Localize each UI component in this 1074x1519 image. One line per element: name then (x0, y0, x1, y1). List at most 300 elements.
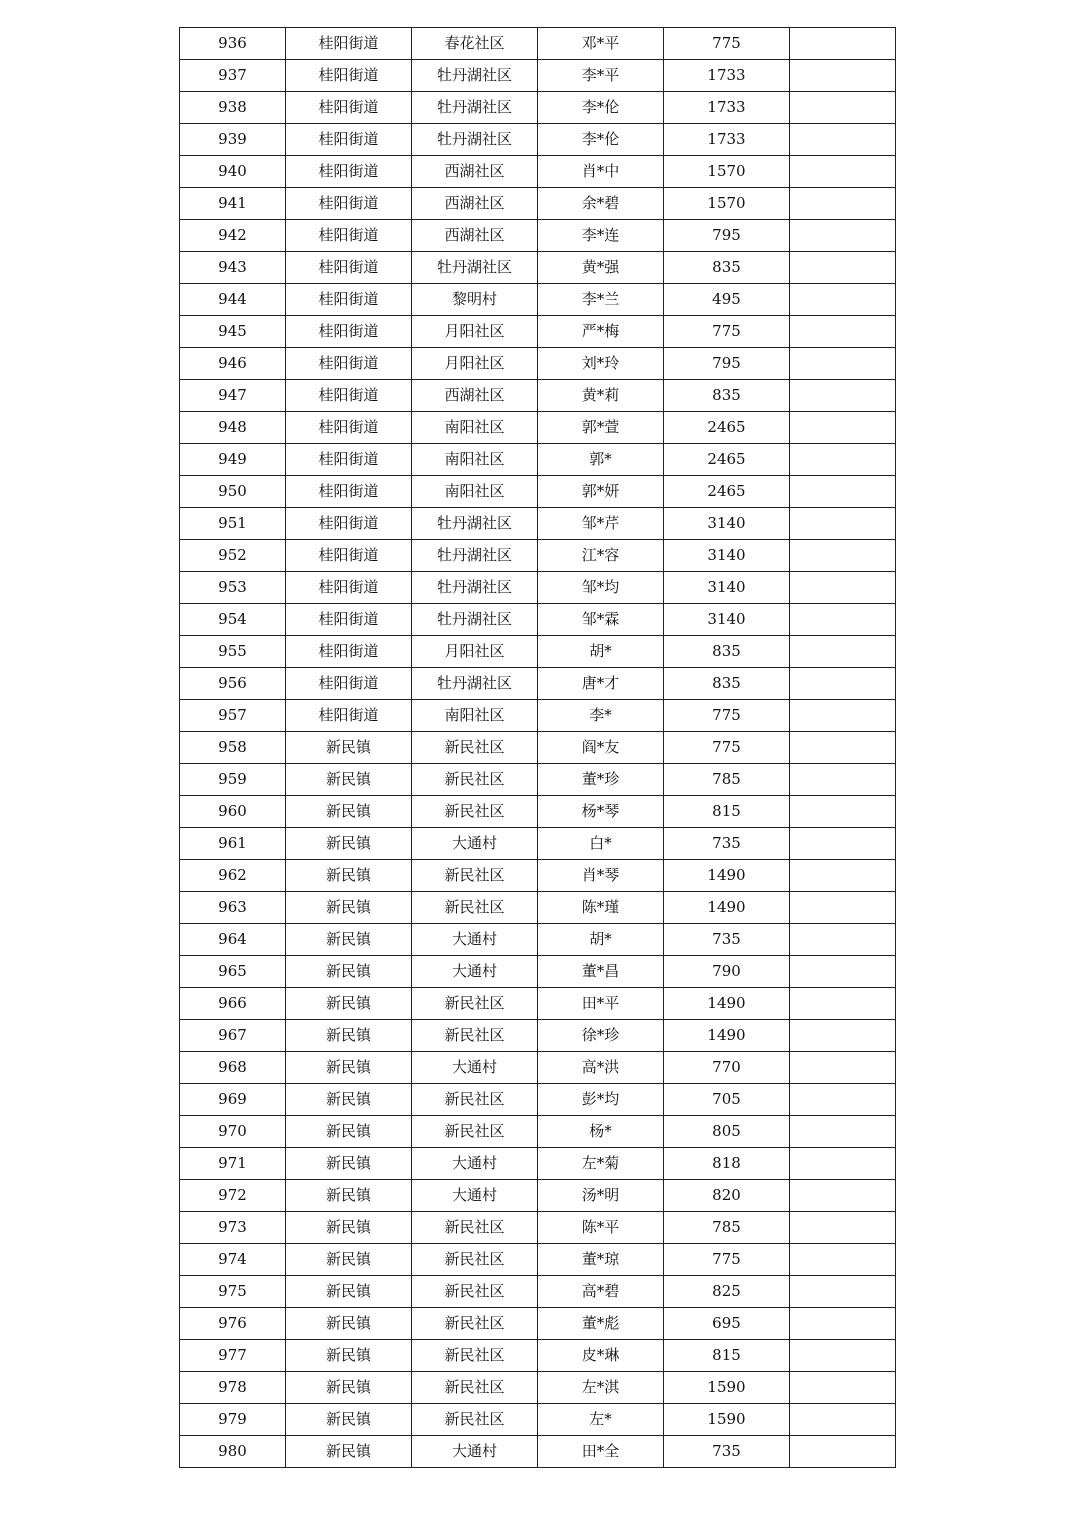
town-cell: 桂阳街道 (286, 572, 412, 604)
note-cell (790, 252, 896, 284)
community-cell: 月阳社区 (412, 316, 538, 348)
name-cell: 李*伦 (538, 124, 664, 156)
table-row (180, 988, 896, 1020)
town-cell: 桂阳街道 (286, 380, 412, 412)
community-cell: 新民社区 (412, 796, 538, 828)
table-row (180, 732, 896, 764)
amount-cell: 775 (664, 28, 790, 60)
row-number-cell: 978 (180, 1372, 286, 1404)
row-number-cell: 953 (180, 572, 286, 604)
row-number-cell: 959 (180, 764, 286, 796)
amount-cell: 835 (664, 252, 790, 284)
row-number-cell: 937 (180, 60, 286, 92)
community-cell: 大通村 (412, 828, 538, 860)
community-cell: 黎明村 (412, 284, 538, 316)
name-cell: 肖*琴 (538, 860, 664, 892)
table-row (180, 92, 896, 124)
table-row (180, 1436, 896, 1468)
community-cell: 新民社区 (412, 1404, 538, 1436)
town-cell: 桂阳街道 (286, 284, 412, 316)
note-cell (790, 572, 896, 604)
table-row (180, 1372, 896, 1404)
amount-cell: 775 (664, 316, 790, 348)
amount-cell: 1490 (664, 860, 790, 892)
note-cell (790, 1276, 896, 1308)
note-cell (790, 540, 896, 572)
community-cell: 牡丹湖社区 (412, 508, 538, 540)
name-cell: 刘*玲 (538, 348, 664, 380)
name-cell: 郭* (538, 444, 664, 476)
town-cell: 新民镇 (286, 1052, 412, 1084)
community-cell: 月阳社区 (412, 636, 538, 668)
note-cell (790, 988, 896, 1020)
roster-table-body (180, 28, 896, 1468)
note-cell (790, 732, 896, 764)
name-cell: 彭*均 (538, 1084, 664, 1116)
amount-cell: 735 (664, 1436, 790, 1468)
amount-cell: 835 (664, 636, 790, 668)
amount-cell: 735 (664, 828, 790, 860)
town-cell: 桂阳街道 (286, 92, 412, 124)
note-cell (790, 828, 896, 860)
community-cell: 新民社区 (412, 892, 538, 924)
amount-cell: 795 (664, 348, 790, 380)
note-cell (790, 700, 896, 732)
town-cell: 新民镇 (286, 892, 412, 924)
note-cell (790, 636, 896, 668)
row-number-cell: 977 (180, 1340, 286, 1372)
table-row (180, 476, 896, 508)
table-row (180, 348, 896, 380)
name-cell: 白* (538, 828, 664, 860)
amount-cell: 1590 (664, 1372, 790, 1404)
row-number-cell: 975 (180, 1276, 286, 1308)
table-row (180, 444, 896, 476)
community-cell: 西湖社区 (412, 188, 538, 220)
row-number-cell: 964 (180, 924, 286, 956)
town-cell: 桂阳街道 (286, 220, 412, 252)
name-cell: 胡* (538, 636, 664, 668)
name-cell: 邹*均 (538, 572, 664, 604)
name-cell: 田*平 (538, 988, 664, 1020)
note-cell (790, 796, 896, 828)
name-cell: 邓*平 (538, 28, 664, 60)
table-row (180, 1052, 896, 1084)
community-cell: 牡丹湖社区 (412, 124, 538, 156)
note-cell (790, 124, 896, 156)
town-cell: 新民镇 (286, 956, 412, 988)
row-number-cell: 961 (180, 828, 286, 860)
table-row (180, 572, 896, 604)
row-number-cell: 957 (180, 700, 286, 732)
name-cell: 陈*瑾 (538, 892, 664, 924)
community-cell: 新民社区 (412, 988, 538, 1020)
row-number-cell: 938 (180, 92, 286, 124)
town-cell: 桂阳街道 (286, 316, 412, 348)
row-number-cell: 980 (180, 1436, 286, 1468)
amount-cell: 825 (664, 1276, 790, 1308)
name-cell: 左*菊 (538, 1148, 664, 1180)
table-row (180, 1404, 896, 1436)
name-cell: 董*珍 (538, 764, 664, 796)
community-cell: 牡丹湖社区 (412, 92, 538, 124)
row-number-cell: 974 (180, 1244, 286, 1276)
row-number-cell: 968 (180, 1052, 286, 1084)
table-row (180, 956, 896, 988)
amount-cell: 775 (664, 700, 790, 732)
community-cell: 新民社区 (412, 860, 538, 892)
community-cell: 春花社区 (412, 28, 538, 60)
row-number-cell: 958 (180, 732, 286, 764)
note-cell (790, 476, 896, 508)
table-row (180, 828, 896, 860)
amount-cell: 1570 (664, 188, 790, 220)
community-cell: 南阳社区 (412, 444, 538, 476)
table-row (180, 1276, 896, 1308)
town-cell: 桂阳街道 (286, 188, 412, 220)
note-cell (790, 1148, 896, 1180)
note-cell (790, 1244, 896, 1276)
table-row (180, 1084, 896, 1116)
amount-cell: 1590 (664, 1404, 790, 1436)
community-cell: 南阳社区 (412, 476, 538, 508)
community-cell: 新民社区 (412, 1276, 538, 1308)
table-row (180, 764, 896, 796)
table-row (180, 860, 896, 892)
note-cell (790, 156, 896, 188)
note-cell (790, 1084, 896, 1116)
row-number-cell: 972 (180, 1180, 286, 1212)
town-cell: 新民镇 (286, 1372, 412, 1404)
community-cell: 南阳社区 (412, 700, 538, 732)
community-cell: 新民社区 (412, 1308, 538, 1340)
name-cell: 江*容 (538, 540, 664, 572)
table-row (180, 700, 896, 732)
town-cell: 新民镇 (286, 764, 412, 796)
row-number-cell: 954 (180, 604, 286, 636)
note-cell (790, 924, 896, 956)
note-cell (790, 668, 896, 700)
note-cell (790, 764, 896, 796)
name-cell: 皮*琳 (538, 1340, 664, 1372)
name-cell: 左*淇 (538, 1372, 664, 1404)
amount-cell: 2465 (664, 412, 790, 444)
name-cell: 唐*才 (538, 668, 664, 700)
amount-cell: 770 (664, 1052, 790, 1084)
amount-cell: 3140 (664, 508, 790, 540)
table-row (180, 284, 896, 316)
amount-cell: 1570 (664, 156, 790, 188)
community-cell: 月阳社区 (412, 348, 538, 380)
name-cell: 杨*琴 (538, 796, 664, 828)
name-cell: 陈*平 (538, 1212, 664, 1244)
note-cell (790, 1340, 896, 1372)
row-number-cell: 955 (180, 636, 286, 668)
roster-table (179, 27, 896, 1468)
note-cell (790, 28, 896, 60)
amount-cell: 790 (664, 956, 790, 988)
name-cell: 董*昌 (538, 956, 664, 988)
name-cell: 余*碧 (538, 188, 664, 220)
row-number-cell: 971 (180, 1148, 286, 1180)
community-cell: 新民社区 (412, 1212, 538, 1244)
name-cell: 李* (538, 700, 664, 732)
town-cell: 新民镇 (286, 1244, 412, 1276)
name-cell: 李*伦 (538, 92, 664, 124)
note-cell (790, 220, 896, 252)
amount-cell: 1490 (664, 1020, 790, 1052)
name-cell: 阎*友 (538, 732, 664, 764)
table-row (180, 188, 896, 220)
note-cell (790, 1116, 896, 1148)
name-cell: 郭*萱 (538, 412, 664, 444)
name-cell: 汤*明 (538, 1180, 664, 1212)
note-cell (790, 1436, 896, 1468)
row-number-cell: 963 (180, 892, 286, 924)
town-cell: 新民镇 (286, 1148, 412, 1180)
town-cell: 新民镇 (286, 1180, 412, 1212)
community-cell: 牡丹湖社区 (412, 604, 538, 636)
table-row (180, 636, 896, 668)
row-number-cell: 979 (180, 1404, 286, 1436)
note-cell (790, 1308, 896, 1340)
table-row (180, 156, 896, 188)
community-cell: 大通村 (412, 1436, 538, 1468)
note-cell (790, 604, 896, 636)
row-number-cell: 951 (180, 508, 286, 540)
note-cell (790, 92, 896, 124)
town-cell: 桂阳街道 (286, 60, 412, 92)
row-number-cell: 966 (180, 988, 286, 1020)
community-cell: 牡丹湖社区 (412, 60, 538, 92)
table-row (180, 1212, 896, 1244)
note-cell (790, 444, 896, 476)
table-row (180, 220, 896, 252)
note-cell (790, 188, 896, 220)
town-cell: 新民镇 (286, 828, 412, 860)
row-number-cell: 940 (180, 156, 286, 188)
community-cell: 新民社区 (412, 1020, 538, 1052)
note-cell (790, 284, 896, 316)
town-cell: 桂阳街道 (286, 348, 412, 380)
amount-cell: 805 (664, 1116, 790, 1148)
name-cell: 胡* (538, 924, 664, 956)
amount-cell: 1490 (664, 892, 790, 924)
community-cell: 大通村 (412, 1180, 538, 1212)
amount-cell: 785 (664, 764, 790, 796)
town-cell: 新民镇 (286, 860, 412, 892)
name-cell: 高*碧 (538, 1276, 664, 1308)
row-number-cell: 956 (180, 668, 286, 700)
note-cell (790, 348, 896, 380)
town-cell: 新民镇 (286, 1308, 412, 1340)
amount-cell: 835 (664, 668, 790, 700)
town-cell: 新民镇 (286, 1020, 412, 1052)
row-number-cell: 948 (180, 412, 286, 444)
table-row (180, 1244, 896, 1276)
row-number-cell: 973 (180, 1212, 286, 1244)
note-cell (790, 60, 896, 92)
table-row (180, 892, 896, 924)
amount-cell: 1490 (664, 988, 790, 1020)
amount-cell: 705 (664, 1084, 790, 1116)
row-number-cell: 946 (180, 348, 286, 380)
community-cell: 新民社区 (412, 1340, 538, 1372)
town-cell: 新民镇 (286, 1212, 412, 1244)
name-cell: 李*连 (538, 220, 664, 252)
row-number-cell: 936 (180, 28, 286, 60)
amount-cell: 3140 (664, 604, 790, 636)
note-cell (790, 956, 896, 988)
note-cell (790, 316, 896, 348)
note-cell (790, 412, 896, 444)
town-cell: 新民镇 (286, 1436, 412, 1468)
name-cell: 徐*珍 (538, 1020, 664, 1052)
row-number-cell: 950 (180, 476, 286, 508)
table-row (180, 604, 896, 636)
table-row (180, 380, 896, 412)
community-cell: 牡丹湖社区 (412, 540, 538, 572)
community-cell: 牡丹湖社区 (412, 252, 538, 284)
table-row (180, 60, 896, 92)
name-cell: 邹*芹 (538, 508, 664, 540)
note-cell (790, 892, 896, 924)
name-cell: 肖*中 (538, 156, 664, 188)
amount-cell: 2465 (664, 444, 790, 476)
amount-cell: 815 (664, 796, 790, 828)
row-number-cell: 941 (180, 188, 286, 220)
name-cell: 杨* (538, 1116, 664, 1148)
table-row (180, 1308, 896, 1340)
row-number-cell: 969 (180, 1084, 286, 1116)
row-number-cell: 970 (180, 1116, 286, 1148)
town-cell: 新民镇 (286, 924, 412, 956)
community-cell: 大通村 (412, 1052, 538, 1084)
row-number-cell: 943 (180, 252, 286, 284)
community-cell: 西湖社区 (412, 380, 538, 412)
table-row (180, 1180, 896, 1212)
note-cell (790, 508, 896, 540)
community-cell: 新民社区 (412, 1116, 538, 1148)
community-cell: 新民社区 (412, 1084, 538, 1116)
town-cell: 桂阳街道 (286, 124, 412, 156)
row-number-cell: 949 (180, 444, 286, 476)
note-cell (790, 1180, 896, 1212)
town-cell: 桂阳街道 (286, 156, 412, 188)
town-cell: 新民镇 (286, 988, 412, 1020)
name-cell: 李*平 (538, 60, 664, 92)
name-cell: 田*全 (538, 1436, 664, 1468)
table-row (180, 316, 896, 348)
name-cell: 左* (538, 1404, 664, 1436)
town-cell: 桂阳街道 (286, 444, 412, 476)
town-cell: 桂阳街道 (286, 540, 412, 572)
name-cell: 高*洪 (538, 1052, 664, 1084)
town-cell: 新民镇 (286, 1116, 412, 1148)
note-cell (790, 1212, 896, 1244)
amount-cell: 695 (664, 1308, 790, 1340)
table-row (180, 1340, 896, 1372)
community-cell: 南阳社区 (412, 412, 538, 444)
table-row (180, 540, 896, 572)
table-row (180, 796, 896, 828)
town-cell: 桂阳街道 (286, 668, 412, 700)
row-number-cell: 944 (180, 284, 286, 316)
table-row (180, 508, 896, 540)
table-row (180, 1020, 896, 1052)
community-cell: 新民社区 (412, 732, 538, 764)
town-cell: 新民镇 (286, 1084, 412, 1116)
amount-cell: 775 (664, 1244, 790, 1276)
name-cell: 郭*妍 (538, 476, 664, 508)
amount-cell: 2465 (664, 476, 790, 508)
row-number-cell: 976 (180, 1308, 286, 1340)
amount-cell: 3140 (664, 572, 790, 604)
table-row (180, 252, 896, 284)
town-cell: 桂阳街道 (286, 700, 412, 732)
table-row (180, 924, 896, 956)
name-cell: 黄*强 (538, 252, 664, 284)
name-cell: 邹*霖 (538, 604, 664, 636)
table-row (180, 1148, 896, 1180)
table-row (180, 124, 896, 156)
town-cell: 桂阳街道 (286, 476, 412, 508)
row-number-cell: 942 (180, 220, 286, 252)
town-cell: 桂阳街道 (286, 412, 412, 444)
table-row (180, 1116, 896, 1148)
row-number-cell: 952 (180, 540, 286, 572)
town-cell: 新民镇 (286, 1404, 412, 1436)
amount-cell: 735 (664, 924, 790, 956)
row-number-cell: 965 (180, 956, 286, 988)
town-cell: 桂阳街道 (286, 636, 412, 668)
community-cell: 牡丹湖社区 (412, 572, 538, 604)
name-cell: 黄*莉 (538, 380, 664, 412)
row-number-cell: 947 (180, 380, 286, 412)
note-cell (790, 1372, 896, 1404)
community-cell: 西湖社区 (412, 220, 538, 252)
note-cell (790, 1020, 896, 1052)
community-cell: 西湖社区 (412, 156, 538, 188)
town-cell: 桂阳街道 (286, 604, 412, 636)
amount-cell: 1733 (664, 60, 790, 92)
row-number-cell: 945 (180, 316, 286, 348)
community-cell: 新民社区 (412, 1372, 538, 1404)
table-row (180, 28, 896, 60)
amount-cell: 818 (664, 1148, 790, 1180)
community-cell: 大通村 (412, 924, 538, 956)
note-cell (790, 1052, 896, 1084)
name-cell: 董*琼 (538, 1244, 664, 1276)
town-cell: 桂阳街道 (286, 28, 412, 60)
community-cell: 大通村 (412, 956, 538, 988)
row-number-cell: 939 (180, 124, 286, 156)
amount-cell: 1733 (664, 92, 790, 124)
town-cell: 新民镇 (286, 1276, 412, 1308)
row-number-cell: 967 (180, 1020, 286, 1052)
note-cell (790, 860, 896, 892)
town-cell: 新民镇 (286, 1340, 412, 1372)
amount-cell: 785 (664, 1212, 790, 1244)
table-row (180, 668, 896, 700)
amount-cell: 775 (664, 732, 790, 764)
amount-cell: 795 (664, 220, 790, 252)
name-cell: 严*梅 (538, 316, 664, 348)
name-cell: 董*彪 (538, 1308, 664, 1340)
town-cell: 桂阳街道 (286, 252, 412, 284)
name-cell: 李*兰 (538, 284, 664, 316)
community-cell: 大通村 (412, 1148, 538, 1180)
